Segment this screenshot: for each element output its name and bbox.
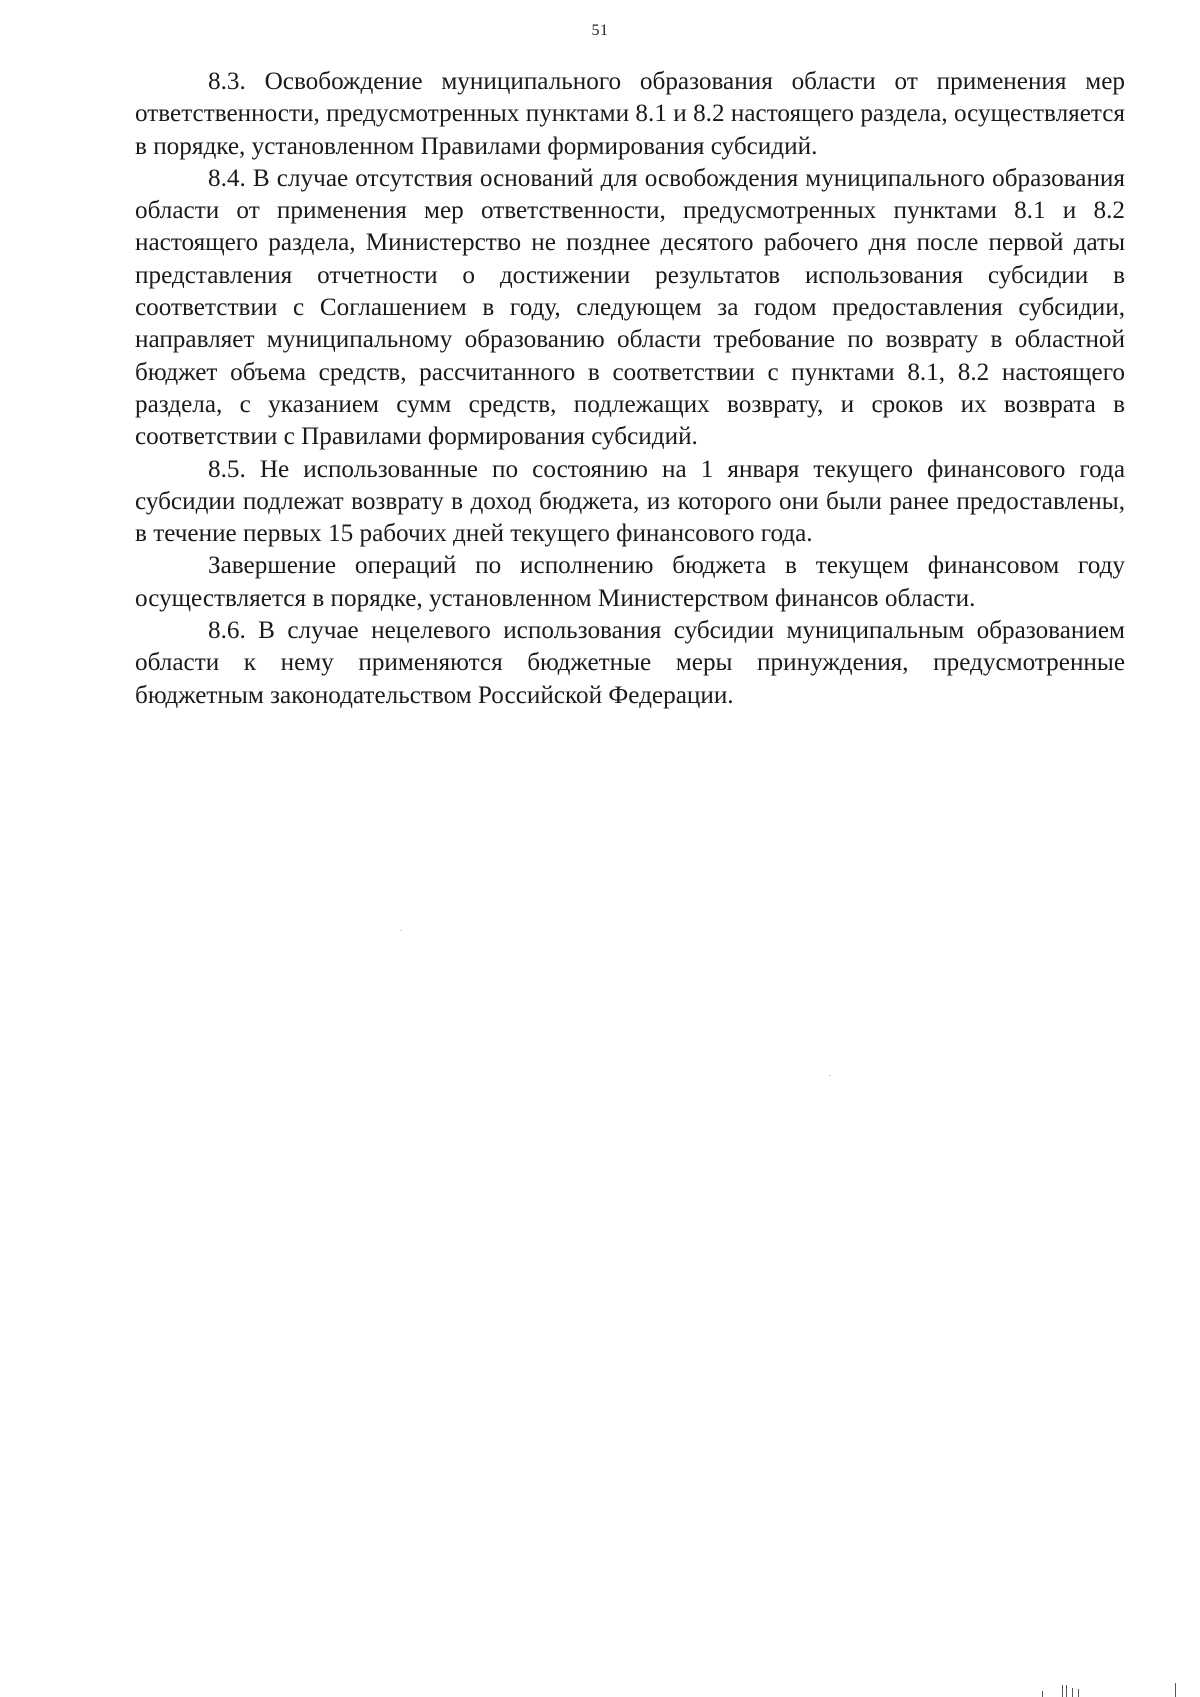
scan-edge-marks (1042, 1680, 1192, 1697)
paragraph-8-5: 8.5. Не использованные по состоянию на 1 января текущего финансового года субсидии подлежат возврату в доход бюджета, из которого они были ранее предоставлены, в течение первых 15 рабочих дней текущего финансового года. (135, 455, 1125, 548)
paragraph-8-6: 8.6. В случае нецелевого использования субсидии муниципальным образованием области к нему применяются бюджетные меры принуждения, предусмотренные бюджетным законодательством Российской Федерации. (135, 617, 1125, 709)
page-number: 51 (591, 22, 609, 39)
scan-speck (829, 1075, 831, 1076)
paragraph-8-4: 8.4. В случае отсутствия оснований для освобождения муниципального образования области от применения мер ответственности, предусмотренных пунктами 8.1 и 8.2 настоящего раздела, Министерство не позднее десятого рабочего дня после первой даты представления отчетности о достижении результатов использования субсидии в соответствии с Соглашением в году, следующем за годом предоставления субсидии, направляет муниципальному образованию области требование по возврату в областной бюджет объема средств, рассчитанного в соответствии с пунктами 8.1, 8.2 настоящего раздела, с указанием сумм средств, подлежащих возврату, и сроков их возврата в соответствии с Правилами формирования субсидий. (135, 164, 1125, 451)
paragraph-budget-completion: Завершение операций по исполнению бюджета в текущем финансовом году осуществляется в порядке, установленном Министерством финансов области. (135, 552, 1125, 612)
paragraph-8-3: 8.3. Освобождение муниципального образования области от применения мер ответственности, предусмотренных пунктами 8.1 и 8.2 настоящего раздела, осуществляется в порядке, установленном Правилами формирования субсидий. (135, 68, 1125, 160)
document-body (135, 66, 1125, 712)
scan-speck (400, 930, 402, 931)
